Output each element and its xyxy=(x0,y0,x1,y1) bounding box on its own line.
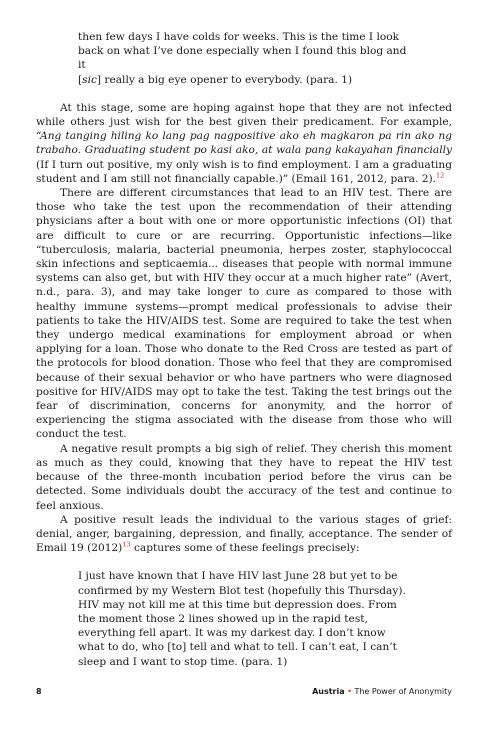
footnote-marker[interactable]: 13 xyxy=(122,540,131,549)
bracket: [ xyxy=(78,73,83,86)
body-text xyxy=(36,30,452,669)
footnote-marker[interactable]: 12 xyxy=(435,171,445,180)
quote-line: ] really a big eye opener to everybody. (para. 1) xyxy=(96,73,353,86)
block-quote-top xyxy=(78,30,414,87)
quote-line: back on what I’ve done especially when I found this blog and it xyxy=(78,45,407,72)
sic-marker: sic xyxy=(82,73,97,86)
paragraph-text: captures some of these feelings precisely: xyxy=(130,542,360,555)
footer-bullet: • xyxy=(347,687,352,696)
paragraph-4 xyxy=(36,513,452,556)
running-footer xyxy=(312,687,452,696)
paragraph-3: A negative result prompts a big sigh of relief. They cherish this moment as much as they could, knowing that they have to repeat the HIV test because of the three-month incubation period before the virus can be detected. Some individuals doubt the accuracy of the test and continue to feel anxious. xyxy=(36,442,452,512)
paragraph-text: At this stage, some are hoping against hope that they are not infected while others just wish for the best given their predicament. For example, xyxy=(36,101,452,129)
paragraph-text: (If I turn out positive, my only wish is to find employment. I am a graduating student and I am still not financially capable.)” (Email 161, 2012, para. 2). xyxy=(36,158,452,185)
footer-chapter: The Power of Anonymity xyxy=(354,687,452,696)
block-quote-bottom: I just have known that I have HIV last June 28 but yet to be confirmed by my Western Blot test (hopefully this Thursday). HIV may not kill me at this time but depression does. From the moment those 2 lines showed up in the rapid test, everything fell apart. It was my darkest day. I don’t know what to do, who [to] tell and what to tell. I can’t eat, I can’t sleep and I want to stop time. (para. 1) xyxy=(78,570,406,668)
paragraph-1 xyxy=(36,101,452,186)
quote-line: then few days I have colds for weeks. This is the time I look xyxy=(78,31,400,43)
page-footer xyxy=(36,687,452,696)
paragraph-2: There are different circumstances that lead to an HIV test. There are those who take the test upon the recommendation of their attending physicians after a bout with one or more opportunistic infections (OI) that are difficult to cure or are recurring. Opportunistic infections—like “tuberculosis, malaria, bacterial pneumonia, herpes zoster, staphylococcal skin infections and septicaemia... diseases that people with normal immune systems can also get, but with HIV they occur at a much higher rate” (Avert, n.d., para. 3), and may take longer to cure as compared to those with healthy immune systems—prompt medical professionals to advise their patients to take the HIV/AIDS test. Some are required to take the test when they undergo medical examinations for employment abroad or when applying for a loan. Those who donate to the Red Cross are tested as part of the protocols for blood donation. Those who feel that they are compromised because of their sexual behavior or who have partners who were diagnosed positive for HIV/AIDS may opt to take the test. Taking the test brings out the fear of discrimination, concerns for anonymity, and the horror of experiencing the stigma associated with the disease from those who will conduct the test. xyxy=(36,187,452,441)
italic-quote: “Ang tanging hiling ko lang pag nagpositive ako eh magkaron pa rin ako ng trabaho. Graduating student po kasi ako, at wala pang kakayahan financially xyxy=(36,130,452,157)
paragraph-text: A positive result leads the individual to the various stages of grief: denial, anger, bargaining, depression, and finally, acceptance. The sender of Email 19 (2012) xyxy=(36,513,452,555)
page-number: 8 xyxy=(36,687,42,696)
footer-country: Austria xyxy=(312,687,345,696)
